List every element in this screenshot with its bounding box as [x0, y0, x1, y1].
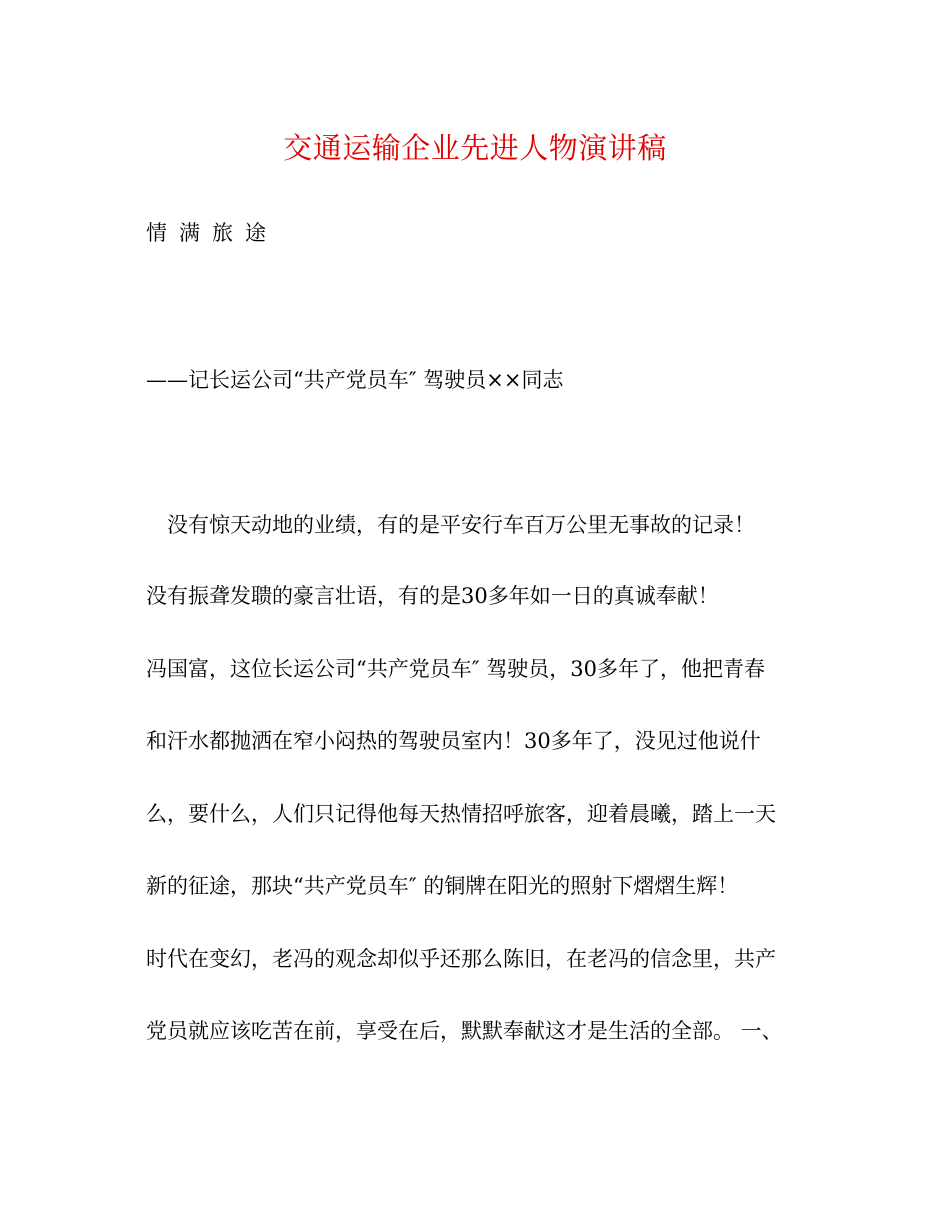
document-title: 交通运输企业先进人物演讲稿	[283, 131, 667, 165]
body-line: 时代在变幻，老冯的观念却似乎还那么陈旧，在老冯的信念里，共产	[146, 947, 776, 971]
document-byline: ——记长运公司“共产党员车″ 驾驶员××同志	[146, 368, 564, 392]
body-line: 党员就应该吃苦在前，享受在后，默默奉献这才是生活的全部。 一、	[146, 1019, 783, 1043]
body-line: 么，要什么，人们只记得他每天热情招呼旅客，迎着晨曦，踏上一天	[146, 802, 776, 826]
document-subtitle: 情满旅途	[146, 221, 278, 245]
body-line: 新的征途，那块“共产党员车″ 的铜牌在阳光的照射下熠熠生辉！	[146, 874, 739, 898]
body-line: 和汗水都抛洒在窄小闷热的驾驶员室内！30多年了，没见过他说什	[146, 729, 761, 753]
body-line: 冯国富，这位长运公司“共产党员车″ 驾驶员，30多年了，他把青春	[146, 657, 765, 681]
body-line: 没有振聋发聩的豪言壮语，有的是30多年如一日的真诚奉献！	[146, 584, 719, 608]
body-line: 没有惊天动地的业绩，有的是平安行车百万公里无事故的记录！	[146, 513, 755, 537]
